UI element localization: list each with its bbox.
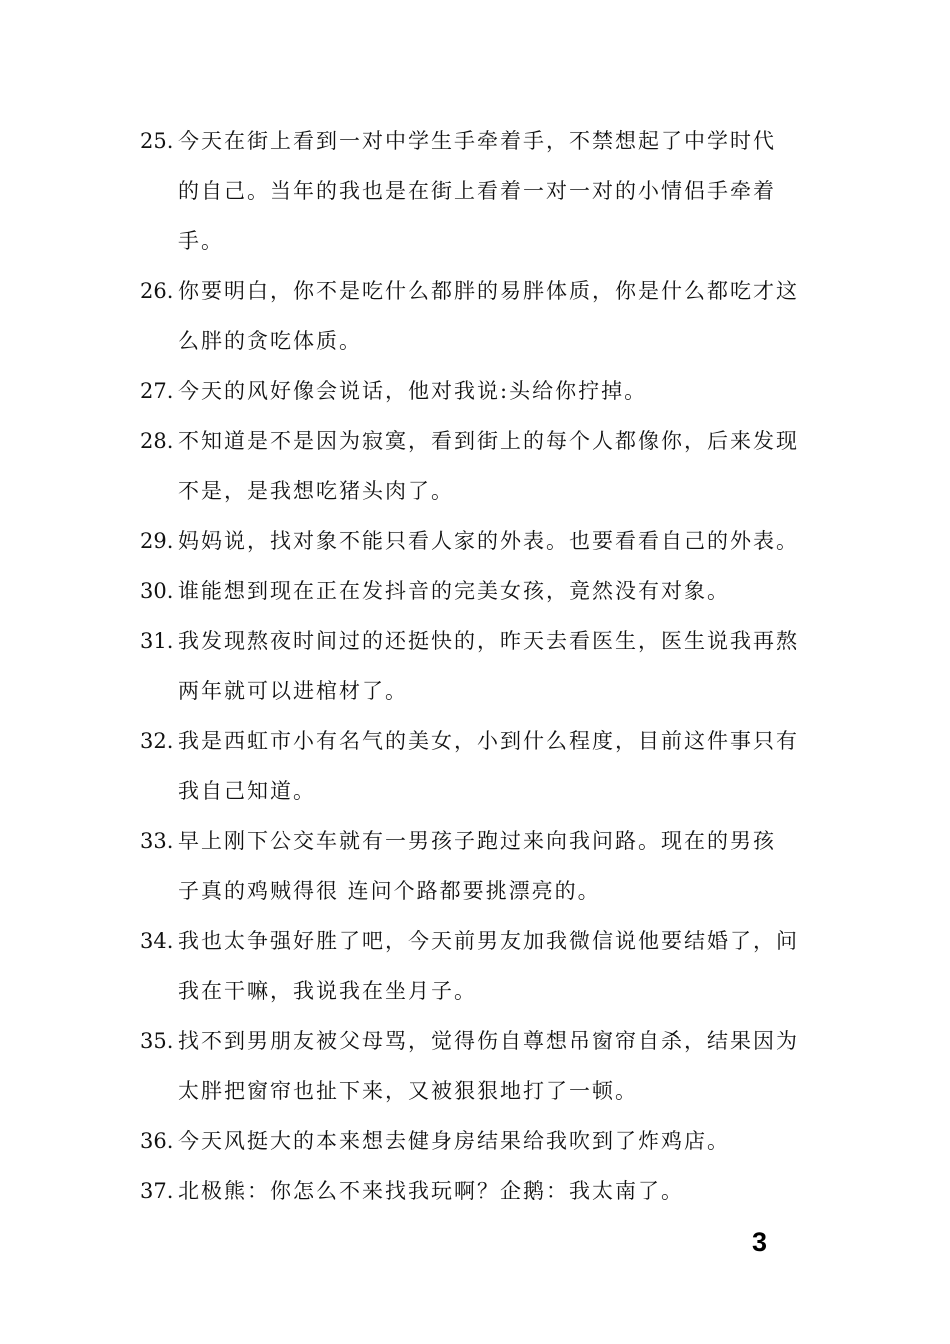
item-text-line: 早上刚下公交车就有一男孩子跑过来向我问路。现在的男孩 [178, 829, 776, 853]
item-text-line: 我自己知道。 [178, 779, 316, 803]
item-text-line: 北极熊：你怎么不来找我玩啊？企鹅：我太南了。 [178, 1179, 684, 1203]
item-number: 25. [140, 129, 174, 153]
page-number: 3 [752, 1227, 768, 1257]
list-item [140, 616, 830, 716]
item-text [178, 816, 830, 916]
item-text-line: 今天风挺大的本来想去健身房结果给我吹到了炸鸡店。 [178, 1129, 730, 1153]
list-item [140, 266, 830, 366]
item-text [178, 1016, 830, 1116]
item-text [178, 716, 830, 816]
item-text-line: 我也太争强好胜了吧，今天前男友加我微信说他要结婚了，问 [178, 929, 799, 953]
item-text-line: 我在干嘛，我说我在坐月子。 [178, 979, 477, 1003]
list-item [140, 116, 830, 266]
item-text-line: 我是西虹市小有名气的美女，小到什么程度，目前这件事只有 [178, 729, 799, 753]
item-text [178, 416, 830, 516]
item-number: 34. [140, 929, 174, 953]
item-number: 26. [140, 279, 174, 303]
item-text-line: 不知道是不是因为寂寞，看到街上的每个人都像你，后来发现 [178, 429, 799, 453]
item-text [178, 266, 830, 366]
item-text-line: 手。 [178, 229, 224, 253]
item-text [178, 916, 830, 1016]
item-number: 36. [140, 1129, 174, 1153]
item-text-line: 太胖把窗帘也扯下来，又被狠狠地打了一顿。 [178, 1079, 638, 1103]
item-text-line: 不是，是我想吃猪头肉了。 [178, 479, 454, 503]
item-number: 31. [140, 629, 174, 653]
item-number: 35. [140, 1029, 174, 1053]
item-text [178, 616, 830, 716]
list-item [140, 416, 830, 516]
item-text-line: 我发现熬夜时间过的还挺快的，昨天去看医生，医生说我再熬 [178, 629, 799, 653]
item-text-line: 今天在街上看到一对中学生手牵着手，不禁想起了中学时代 [178, 129, 776, 153]
list-item [140, 516, 830, 566]
item-number: 33. [140, 829, 174, 853]
item-text [178, 1166, 830, 1216]
item-text [178, 116, 830, 266]
list-item [140, 816, 830, 916]
item-number: 32. [140, 729, 174, 753]
list-item [140, 716, 830, 816]
item-text-line: 子真的鸡贼得很 连问个路都要挑漂亮的。 [178, 879, 601, 903]
list-item [140, 1166, 830, 1216]
item-text-line: 谁能想到现在正在发抖音的完美女孩，竟然没有对象。 [178, 579, 730, 603]
item-text-line: 今天的风好像会说话，他对我说:头给你拧掉。 [178, 379, 648, 403]
joke-list [140, 116, 830, 1216]
item-text-line: 找不到男朋友被父母骂，觉得伤自尊想吊窗帘自杀，结果因为 [178, 1029, 799, 1053]
list-item [140, 566, 830, 616]
list-item [140, 1116, 830, 1166]
item-text-line: 妈妈说，找对象不能只看人家的外表。也要看看自己的外表。 [178, 529, 799, 553]
list-item [140, 1016, 830, 1116]
item-text [178, 566, 830, 616]
item-number: 28. [140, 429, 174, 453]
item-text [178, 516, 830, 566]
item-text [178, 1116, 830, 1166]
item-number: 30. [140, 579, 174, 603]
item-text-line: 么胖的贪吃体质。 [178, 329, 362, 353]
item-text-line: 两年就可以进棺材了。 [178, 679, 408, 703]
item-text [178, 366, 830, 416]
item-number: 27. [140, 379, 174, 403]
item-number: 29. [140, 529, 174, 553]
list-item [140, 916, 830, 1016]
item-text-line: 你要明白，你不是吃什么都胖的易胖体质，你是什么都吃才这 [178, 279, 799, 303]
list-item [140, 366, 830, 416]
item-text-line: 的自己。当年的我也是在街上看着一对一对的小情侣手牵着 [178, 179, 776, 203]
item-number: 37. [140, 1179, 174, 1203]
